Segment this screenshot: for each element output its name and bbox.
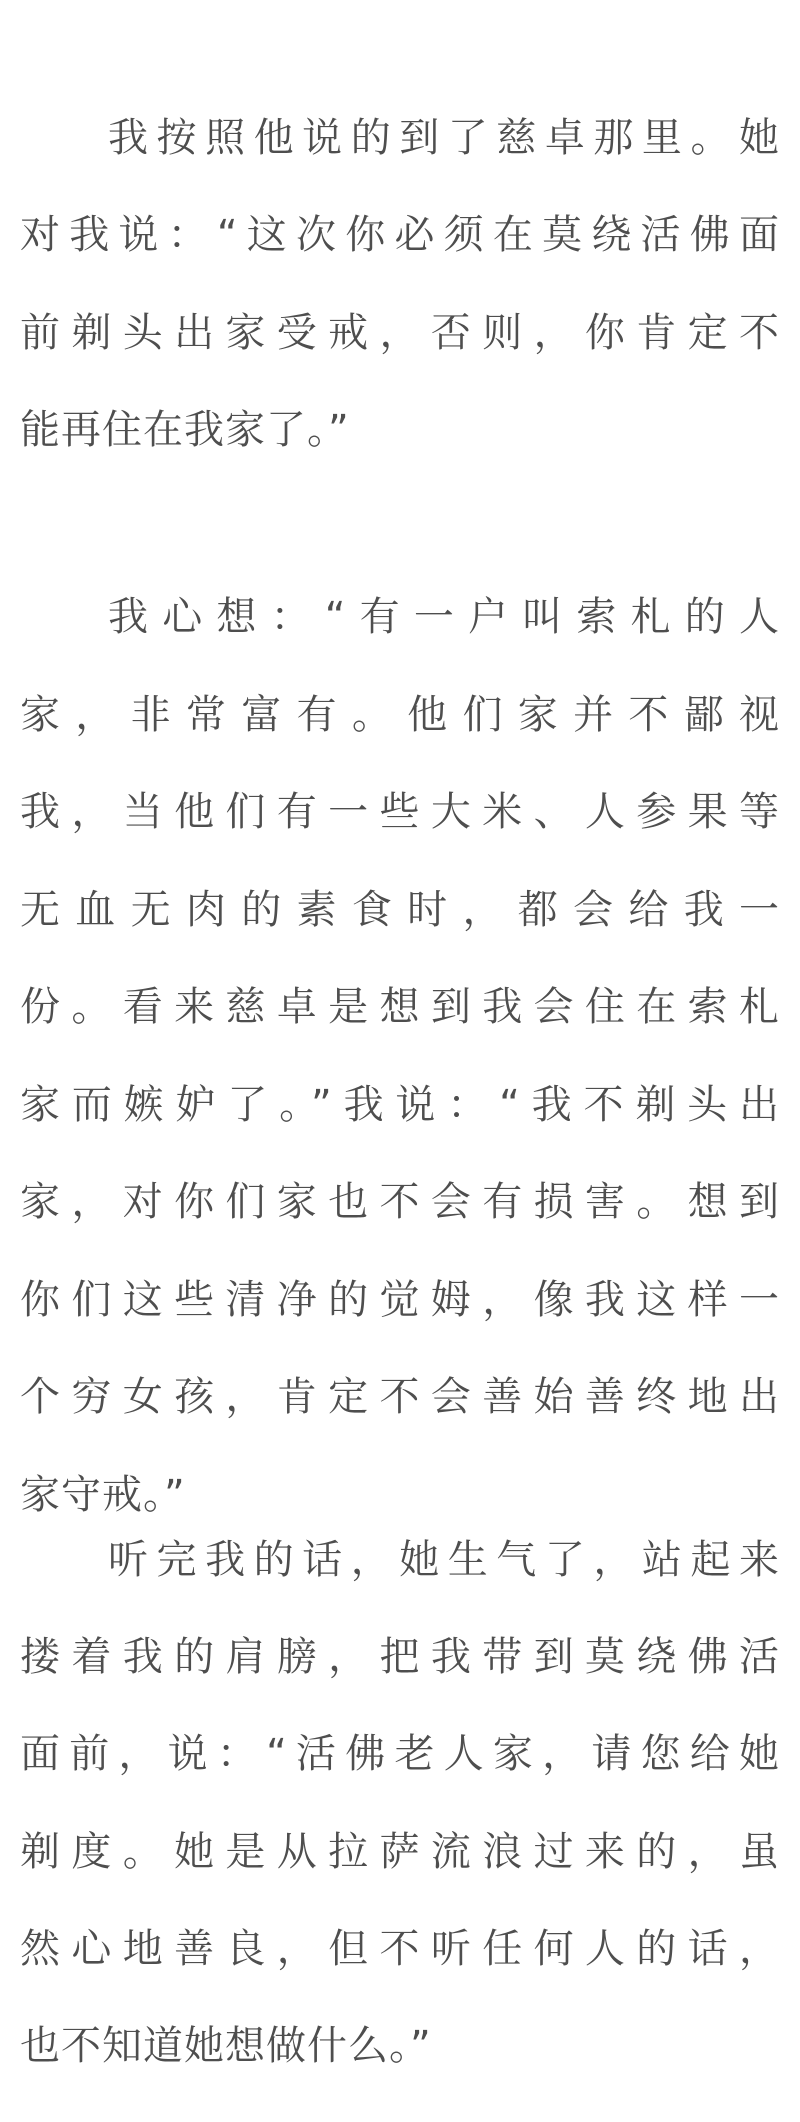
paragraph-3-line-6: 也不知道她想做什么。”: [20, 2023, 432, 2069]
paragraph-3-line-5: 然心地善良，但不听任何人的话，: [20, 1926, 780, 1972]
paragraph-3-line-2: 搂着我的肩膀，把我带到莫绕佛活: [20, 1634, 780, 1680]
paragraph-1-line-2: 对我说：“这次你必须在莫绕活佛面: [20, 212, 780, 258]
paragraph-2-line-3: 我，当他们有一些大米、人参果等: [20, 789, 780, 835]
paragraph-3-line-1: 听完我的话，她生气了，站起来: [108, 1537, 780, 1583]
paragraph-2-line-2: 家，非常富有。他们家并不鄙视: [20, 692, 780, 738]
paragraph-2-line-6: 家而嫉妒了。”我说：“我不剃头出: [20, 1082, 780, 1128]
paragraph-2-line-8: 你们这些清净的觉姆，像我这样一: [20, 1277, 780, 1323]
paragraph-1-line-4: 能再住在我家了。”: [20, 407, 350, 453]
paragraph-2-line-4: 无血无肉的素食时，都会给我一: [20, 887, 780, 933]
paragraph-2-line-1: 我心想：“有一户叫索札的人: [108, 594, 780, 640]
paragraph-3-line-3: 面前，说：“活佛老人家，请您给她: [20, 1731, 780, 1777]
paragraph-2-line-7: 家，对你们家也不会有损害。想到: [20, 1179, 780, 1225]
paragraph-1-line-1: 我按照他说的到了慈卓那里。她: [108, 115, 780, 161]
paragraph-2-line-10: 家守戒。”: [20, 1472, 186, 1518]
paragraph-2-line-9: 个穷女孩，肯定不会善始善终地出: [20, 1374, 780, 1420]
paragraph-1-line-3: 前剃头出家受戒，否则，你肯定不: [20, 310, 780, 356]
paragraph-2-line-5: 份。看来慈卓是想到我会住在索札: [20, 984, 780, 1030]
paragraph-3-line-4: 剃度。她是从拉萨流浪过来的，虽: [20, 1829, 780, 1875]
